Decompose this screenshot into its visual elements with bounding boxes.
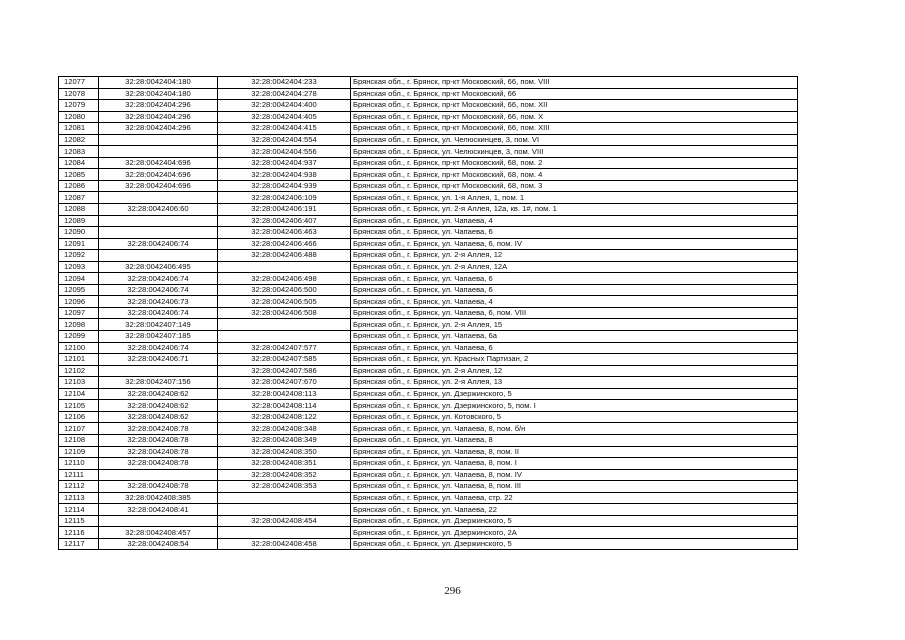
row-number-cell: 12116 xyxy=(59,527,99,539)
parcel-cadastral-number-cell: 32:28:0042404:296 xyxy=(99,100,218,112)
registry-table-body xyxy=(59,77,798,550)
object-cadastral-number-cell: 32:28:0042408:458 xyxy=(218,538,351,550)
object-cadastral-number-cell: 32:28:0042407:585 xyxy=(218,354,351,366)
address-cell: Брянская обл., г. Брянск, ул. Котовского, 5 xyxy=(351,411,798,423)
parcel-cadastral-number-cell xyxy=(99,250,218,262)
object-cadastral-number-cell: 32:28:0042408:454 xyxy=(218,515,351,527)
row-number-cell: 12079 xyxy=(59,100,99,112)
table-row xyxy=(59,377,798,389)
address-cell: Брянская обл., г. Брянск, ул. Чапаева, 8, пом. III xyxy=(351,481,798,493)
row-number-cell: 12097 xyxy=(59,307,99,319)
object-cadastral-number-cell: 32:28:0042408:353 xyxy=(218,481,351,493)
object-cadastral-number-cell: 32:28:0042406:508 xyxy=(218,307,351,319)
object-cadastral-number-cell: 32:28:0042404:278 xyxy=(218,88,351,100)
address-cell: Брянская обл., г. Брянск, ул. 2-я Аллея, 15 xyxy=(351,319,798,331)
parcel-cadastral-number-cell: 32:28:0042408:457 xyxy=(99,527,218,539)
table-row xyxy=(59,192,798,204)
address-cell: Брянская обл., г. Брянск, ул. Чапаева, 6 xyxy=(351,342,798,354)
row-number-cell: 12102 xyxy=(59,365,99,377)
object-cadastral-number-cell xyxy=(218,331,351,343)
address-cell: Брянская обл., г. Брянск, ул. Дзержинского, 5 xyxy=(351,388,798,400)
address-cell: Брянская обл., г. Брянск, ул. Чапаева, 6, пом. IV xyxy=(351,238,798,250)
page-number: 296 xyxy=(444,585,461,597)
row-number-cell: 12112 xyxy=(59,481,99,493)
object-cadastral-number-cell: 32:28:0042406:463 xyxy=(218,227,351,239)
parcel-cadastral-number-cell: 32:28:0042408:78 xyxy=(99,458,218,470)
address-cell: Брянская обл., г. Брянск, пр-кт Московский, 68, пом. 4 xyxy=(351,169,798,181)
parcel-cadastral-number-cell: 32:28:0042404:180 xyxy=(99,77,218,89)
table-row xyxy=(59,88,798,100)
parcel-cadastral-number-cell: 32:28:0042406:74 xyxy=(99,307,218,319)
row-number-cell: 12106 xyxy=(59,411,99,423)
address-cell: Брянская обл., г. Брянск, ул. Красных Партизан, 2 xyxy=(351,354,798,366)
table-row xyxy=(59,273,798,285)
address-cell: Брянская обл., г. Брянск, ул. 2-я Аллея, 13 xyxy=(351,377,798,389)
address-cell: Брянская обл., г. Брянск, ул. Чапаева, 4 xyxy=(351,296,798,308)
table-row xyxy=(59,134,798,146)
table-row xyxy=(59,284,798,296)
row-number-cell: 12094 xyxy=(59,273,99,285)
address-cell: Брянская обл., г. Брянск, ул. Чапаева, 6 xyxy=(351,273,798,285)
object-cadastral-number-cell xyxy=(218,261,351,273)
parcel-cadastral-number-cell: 32:28:0042406:74 xyxy=(99,238,218,250)
address-cell: Брянская обл., г. Брянск, ул. Чапаева, 8, пом. I xyxy=(351,458,798,470)
parcel-cadastral-number-cell: 32:28:0042404:296 xyxy=(99,111,218,123)
address-cell: Брянская обл., г. Брянск, ул. Челюскинцев, 3, пом. VIII xyxy=(351,146,798,158)
row-number-cell: 12099 xyxy=(59,331,99,343)
table-row xyxy=(59,77,798,89)
object-cadastral-number-cell: 32:28:0042404:938 xyxy=(218,169,351,181)
address-cell: Брянская обл., г. Брянск, пр-кт Московский, 66 xyxy=(351,88,798,100)
object-cadastral-number-cell: 32:28:0042408:350 xyxy=(218,446,351,458)
row-number-cell: 12114 xyxy=(59,504,99,516)
parcel-cadastral-number-cell: 32:28:0042404:696 xyxy=(99,169,218,181)
row-number-cell: 12085 xyxy=(59,169,99,181)
table-row xyxy=(59,515,798,527)
address-cell: Брянская обл., г. Брянск, пр-кт Московский, 66, пом. XIII xyxy=(351,123,798,135)
row-number-cell: 12082 xyxy=(59,134,99,146)
row-number-cell: 12095 xyxy=(59,284,99,296)
address-cell: Брянская обл., г. Брянск, ул. 2-я Аллея, 12 xyxy=(351,250,798,262)
object-cadastral-number-cell: 32:28:0042408:349 xyxy=(218,434,351,446)
table-row xyxy=(59,342,798,354)
row-number-cell: 12115 xyxy=(59,515,99,527)
table-row xyxy=(59,100,798,112)
row-number-cell: 12092 xyxy=(59,250,99,262)
address-cell: Брянская обл., г. Брянск, ул. Дзержинского, 2А xyxy=(351,527,798,539)
address-cell: Брянская обл., г. Брянск, ул. Чапаева, 22 xyxy=(351,504,798,516)
parcel-cadastral-number-cell: 32:28:0042408:385 xyxy=(99,492,218,504)
object-cadastral-number-cell: 32:28:0042408:113 xyxy=(218,388,351,400)
object-cadastral-number-cell: 32:28:0042404:415 xyxy=(218,123,351,135)
row-number-cell: 12098 xyxy=(59,319,99,331)
object-cadastral-number-cell: 32:28:0042406:488 xyxy=(218,250,351,262)
parcel-cadastral-number-cell: 32:28:0042408:62 xyxy=(99,411,218,423)
parcel-cadastral-number-cell xyxy=(99,365,218,377)
table-row xyxy=(59,400,798,412)
object-cadastral-number-cell: 32:28:0042406:466 xyxy=(218,238,351,250)
row-number-cell: 12103 xyxy=(59,377,99,389)
object-cadastral-number-cell: 32:28:0042404:937 xyxy=(218,157,351,169)
row-number-cell: 12107 xyxy=(59,423,99,435)
object-cadastral-number-cell: 32:28:0042408:348 xyxy=(218,423,351,435)
table-row xyxy=(59,504,798,516)
row-number-cell: 12104 xyxy=(59,388,99,400)
parcel-cadastral-number-cell: 32:28:0042406:74 xyxy=(99,273,218,285)
parcel-cadastral-number-cell: 32:28:0042408:78 xyxy=(99,423,218,435)
parcel-cadastral-number-cell xyxy=(99,146,218,158)
parcel-cadastral-number-cell: 32:28:0042408:78 xyxy=(99,434,218,446)
parcel-cadastral-number-cell: 32:28:0042404:296 xyxy=(99,123,218,135)
address-cell: Брянская обл., г. Брянск, ул. Чапаева, 6, пом. VIII xyxy=(351,307,798,319)
table-row xyxy=(59,157,798,169)
table-row xyxy=(59,538,798,550)
row-number-cell: 12084 xyxy=(59,157,99,169)
table-row xyxy=(59,204,798,216)
parcel-cadastral-number-cell: 32:28:0042406:71 xyxy=(99,354,218,366)
table-row xyxy=(59,481,798,493)
row-number-cell: 12111 xyxy=(59,469,99,481)
address-cell: Брянская обл., г. Брянск, пр-кт Московский, 66, пом. X xyxy=(351,111,798,123)
parcel-cadastral-number-cell: 32:28:0042406:73 xyxy=(99,296,218,308)
object-cadastral-number-cell: 32:28:0042408:122 xyxy=(218,411,351,423)
address-cell: Брянская обл., г. Брянск, ул. Чапаева, 8, пом. II xyxy=(351,446,798,458)
address-cell: Брянская обл., г. Брянск, ул. 2-я Аллея, 12а, кв. 1#, пом. 1 xyxy=(351,204,798,216)
row-number-cell: 12089 xyxy=(59,215,99,227)
object-cadastral-number-cell: 32:28:0042404:554 xyxy=(218,134,351,146)
parcel-cadastral-number-cell: 32:28:0042408:78 xyxy=(99,446,218,458)
object-cadastral-number-cell: 32:28:0042404:400 xyxy=(218,100,351,112)
table-row xyxy=(59,307,798,319)
row-number-cell: 12105 xyxy=(59,400,99,412)
object-cadastral-number-cell: 32:28:0042407:577 xyxy=(218,342,351,354)
parcel-cadastral-number-cell: 32:28:0042404:696 xyxy=(99,157,218,169)
table-row xyxy=(59,123,798,135)
address-cell: Брянская обл., г. Брянск, ул. Чапаева, 6 xyxy=(351,284,798,296)
row-number-cell: 12110 xyxy=(59,458,99,470)
address-cell: Брянская обл., г. Брянск, пр-кт Московский, 68, пом. 3 xyxy=(351,180,798,192)
object-cadastral-number-cell xyxy=(218,319,351,331)
table-row xyxy=(59,469,798,481)
row-number-cell: 12109 xyxy=(59,446,99,458)
row-number-cell: 12108 xyxy=(59,434,99,446)
row-number-cell: 12080 xyxy=(59,111,99,123)
parcel-cadastral-number-cell: 32:28:0042407:185 xyxy=(99,331,218,343)
address-cell: Брянская обл., г. Брянск, ул. Челюскинцев, 3, пом. VI xyxy=(351,134,798,146)
address-cell: Брянская обл., г. Брянск, пр-кт Московский, 66, пом. XII xyxy=(351,100,798,112)
parcel-cadastral-number-cell xyxy=(99,227,218,239)
object-cadastral-number-cell: 32:28:0042407:670 xyxy=(218,377,351,389)
object-cadastral-number-cell: 32:28:0042408:352 xyxy=(218,469,351,481)
table-row xyxy=(59,146,798,158)
address-cell: Брянская обл., г. Брянск, ул. Чапаева, 6а xyxy=(351,331,798,343)
object-cadastral-number-cell: 32:28:0042406:505 xyxy=(218,296,351,308)
table-row xyxy=(59,354,798,366)
object-cadastral-number-cell: 32:28:0042406:500 xyxy=(218,284,351,296)
object-cadastral-number-cell: 32:28:0042407:586 xyxy=(218,365,351,377)
parcel-cadastral-number-cell: 32:28:0042408:41 xyxy=(99,504,218,516)
row-number-cell: 12117 xyxy=(59,538,99,550)
table-row xyxy=(59,434,798,446)
row-number-cell: 12113 xyxy=(59,492,99,504)
table-row xyxy=(59,423,798,435)
row-number-cell: 12100 xyxy=(59,342,99,354)
parcel-cadastral-number-cell: 32:28:0042408:62 xyxy=(99,400,218,412)
address-cell: Брянская обл., г. Брянск, ул. 2-я Аллея, 12А xyxy=(351,261,798,273)
parcel-cadastral-number-cell xyxy=(99,515,218,527)
address-cell: Брянская обл., г. Брянск, пр-кт Московский, 66, пом. VIII xyxy=(351,77,798,89)
address-cell: Брянская обл., г. Брянск, ул. Дзержинского, 5, пом. I xyxy=(351,400,798,412)
row-number-cell: 12096 xyxy=(59,296,99,308)
parcel-cadastral-number-cell: 32:28:0042406:74 xyxy=(99,284,218,296)
parcel-cadastral-number-cell xyxy=(99,215,218,227)
row-number-cell: 12078 xyxy=(59,88,99,100)
address-cell: Брянская обл., г. Брянск, ул. Чапаева, 6 xyxy=(351,227,798,239)
object-cadastral-number-cell: 32:28:0042408:351 xyxy=(218,458,351,470)
address-cell: Брянская обл., г. Брянск, ул. Чапаева, 8, пом. IV xyxy=(351,469,798,481)
address-cell: Брянская обл., г. Брянск, пр-кт Московский, 68, пом. 2 xyxy=(351,157,798,169)
address-cell: Брянская обл., г. Брянск, ул. Чапаева, 4 xyxy=(351,215,798,227)
row-number-cell: 12088 xyxy=(59,204,99,216)
table-row xyxy=(59,111,798,123)
address-cell: Брянская обл., г. Брянск, ул. Дзержинского, 5 xyxy=(351,515,798,527)
table-row xyxy=(59,388,798,400)
row-number-cell: 12090 xyxy=(59,227,99,239)
address-cell: Брянская обл., г. Брянск, ул. 1-я Аллея, 1, пом. 1 xyxy=(351,192,798,204)
object-cadastral-number-cell: 32:28:0042406:109 xyxy=(218,192,351,204)
parcel-cadastral-number-cell: 32:28:0042404:180 xyxy=(99,88,218,100)
object-cadastral-number-cell: 32:28:0042406:407 xyxy=(218,215,351,227)
table-row xyxy=(59,527,798,539)
table-row xyxy=(59,446,798,458)
table-row xyxy=(59,250,798,262)
object-cadastral-number-cell: 32:28:0042406:191 xyxy=(218,204,351,216)
table-row xyxy=(59,238,798,250)
parcel-cadastral-number-cell: 32:28:0042404:696 xyxy=(99,180,218,192)
object-cadastral-number-cell: 32:28:0042404:939 xyxy=(218,180,351,192)
table-row xyxy=(59,365,798,377)
address-cell: Брянская обл., г. Брянск, ул. Чапаева, 8, пом. б/н xyxy=(351,423,798,435)
row-number-cell: 12081 xyxy=(59,123,99,135)
parcel-cadastral-number-cell: 32:28:0042408:54 xyxy=(99,538,218,550)
object-cadastral-number-cell: 32:28:0042404:556 xyxy=(218,146,351,158)
row-number-cell: 12093 xyxy=(59,261,99,273)
row-number-cell: 12087 xyxy=(59,192,99,204)
table-row xyxy=(59,227,798,239)
row-number-cell: 12083 xyxy=(59,146,99,158)
parcel-cadastral-number-cell: 32:28:0042406:74 xyxy=(99,342,218,354)
parcel-cadastral-number-cell: 32:28:0042406:495 xyxy=(99,261,218,273)
object-cadastral-number-cell xyxy=(218,492,351,504)
parcel-cadastral-number-cell: 32:28:0042407:149 xyxy=(99,319,218,331)
parcel-cadastral-number-cell: 32:28:0042408:78 xyxy=(99,481,218,493)
address-cell: Брянская обл., г. Брянск, ул. Чапаева, стр. 22 xyxy=(351,492,798,504)
table-row xyxy=(59,296,798,308)
address-cell: Брянская обл., г. Брянск, ул. 2-я Аллея, 12 xyxy=(351,365,798,377)
table-row xyxy=(59,319,798,331)
row-number-cell: 12091 xyxy=(59,238,99,250)
row-number-cell: 12101 xyxy=(59,354,99,366)
table-row xyxy=(59,261,798,273)
address-cell: Брянская обл., г. Брянск, ул. Дзержинского, 5 xyxy=(351,538,798,550)
table-row xyxy=(59,180,798,192)
parcel-cadastral-number-cell: 32:28:0042406:60 xyxy=(99,204,218,216)
object-cadastral-number-cell: 32:28:0042408:114 xyxy=(218,400,351,412)
table-row xyxy=(59,169,798,181)
table-row xyxy=(59,411,798,423)
object-cadastral-number-cell: 32:28:0042404:405 xyxy=(218,111,351,123)
parcel-cadastral-number-cell xyxy=(99,192,218,204)
table-row xyxy=(59,458,798,470)
row-number-cell: 12086 xyxy=(59,180,99,192)
table-row xyxy=(59,492,798,504)
object-cadastral-number-cell xyxy=(218,504,351,516)
parcel-cadastral-number-cell xyxy=(99,134,218,146)
table-row xyxy=(59,215,798,227)
parcel-cadastral-number-cell: 32:28:0042407:156 xyxy=(99,377,218,389)
registry-table xyxy=(58,76,798,550)
object-cadastral-number-cell: 32:28:0042406:498 xyxy=(218,273,351,285)
parcel-cadastral-number-cell: 32:28:0042408:62 xyxy=(99,388,218,400)
object-cadastral-number-cell: 32:28:0042404:233 xyxy=(218,77,351,89)
address-cell: Брянская обл., г. Брянск, ул. Чапаева, 8 xyxy=(351,434,798,446)
object-cadastral-number-cell xyxy=(218,527,351,539)
parcel-cadastral-number-cell xyxy=(99,469,218,481)
table-row xyxy=(59,331,798,343)
row-number-cell: 12077 xyxy=(59,77,99,89)
